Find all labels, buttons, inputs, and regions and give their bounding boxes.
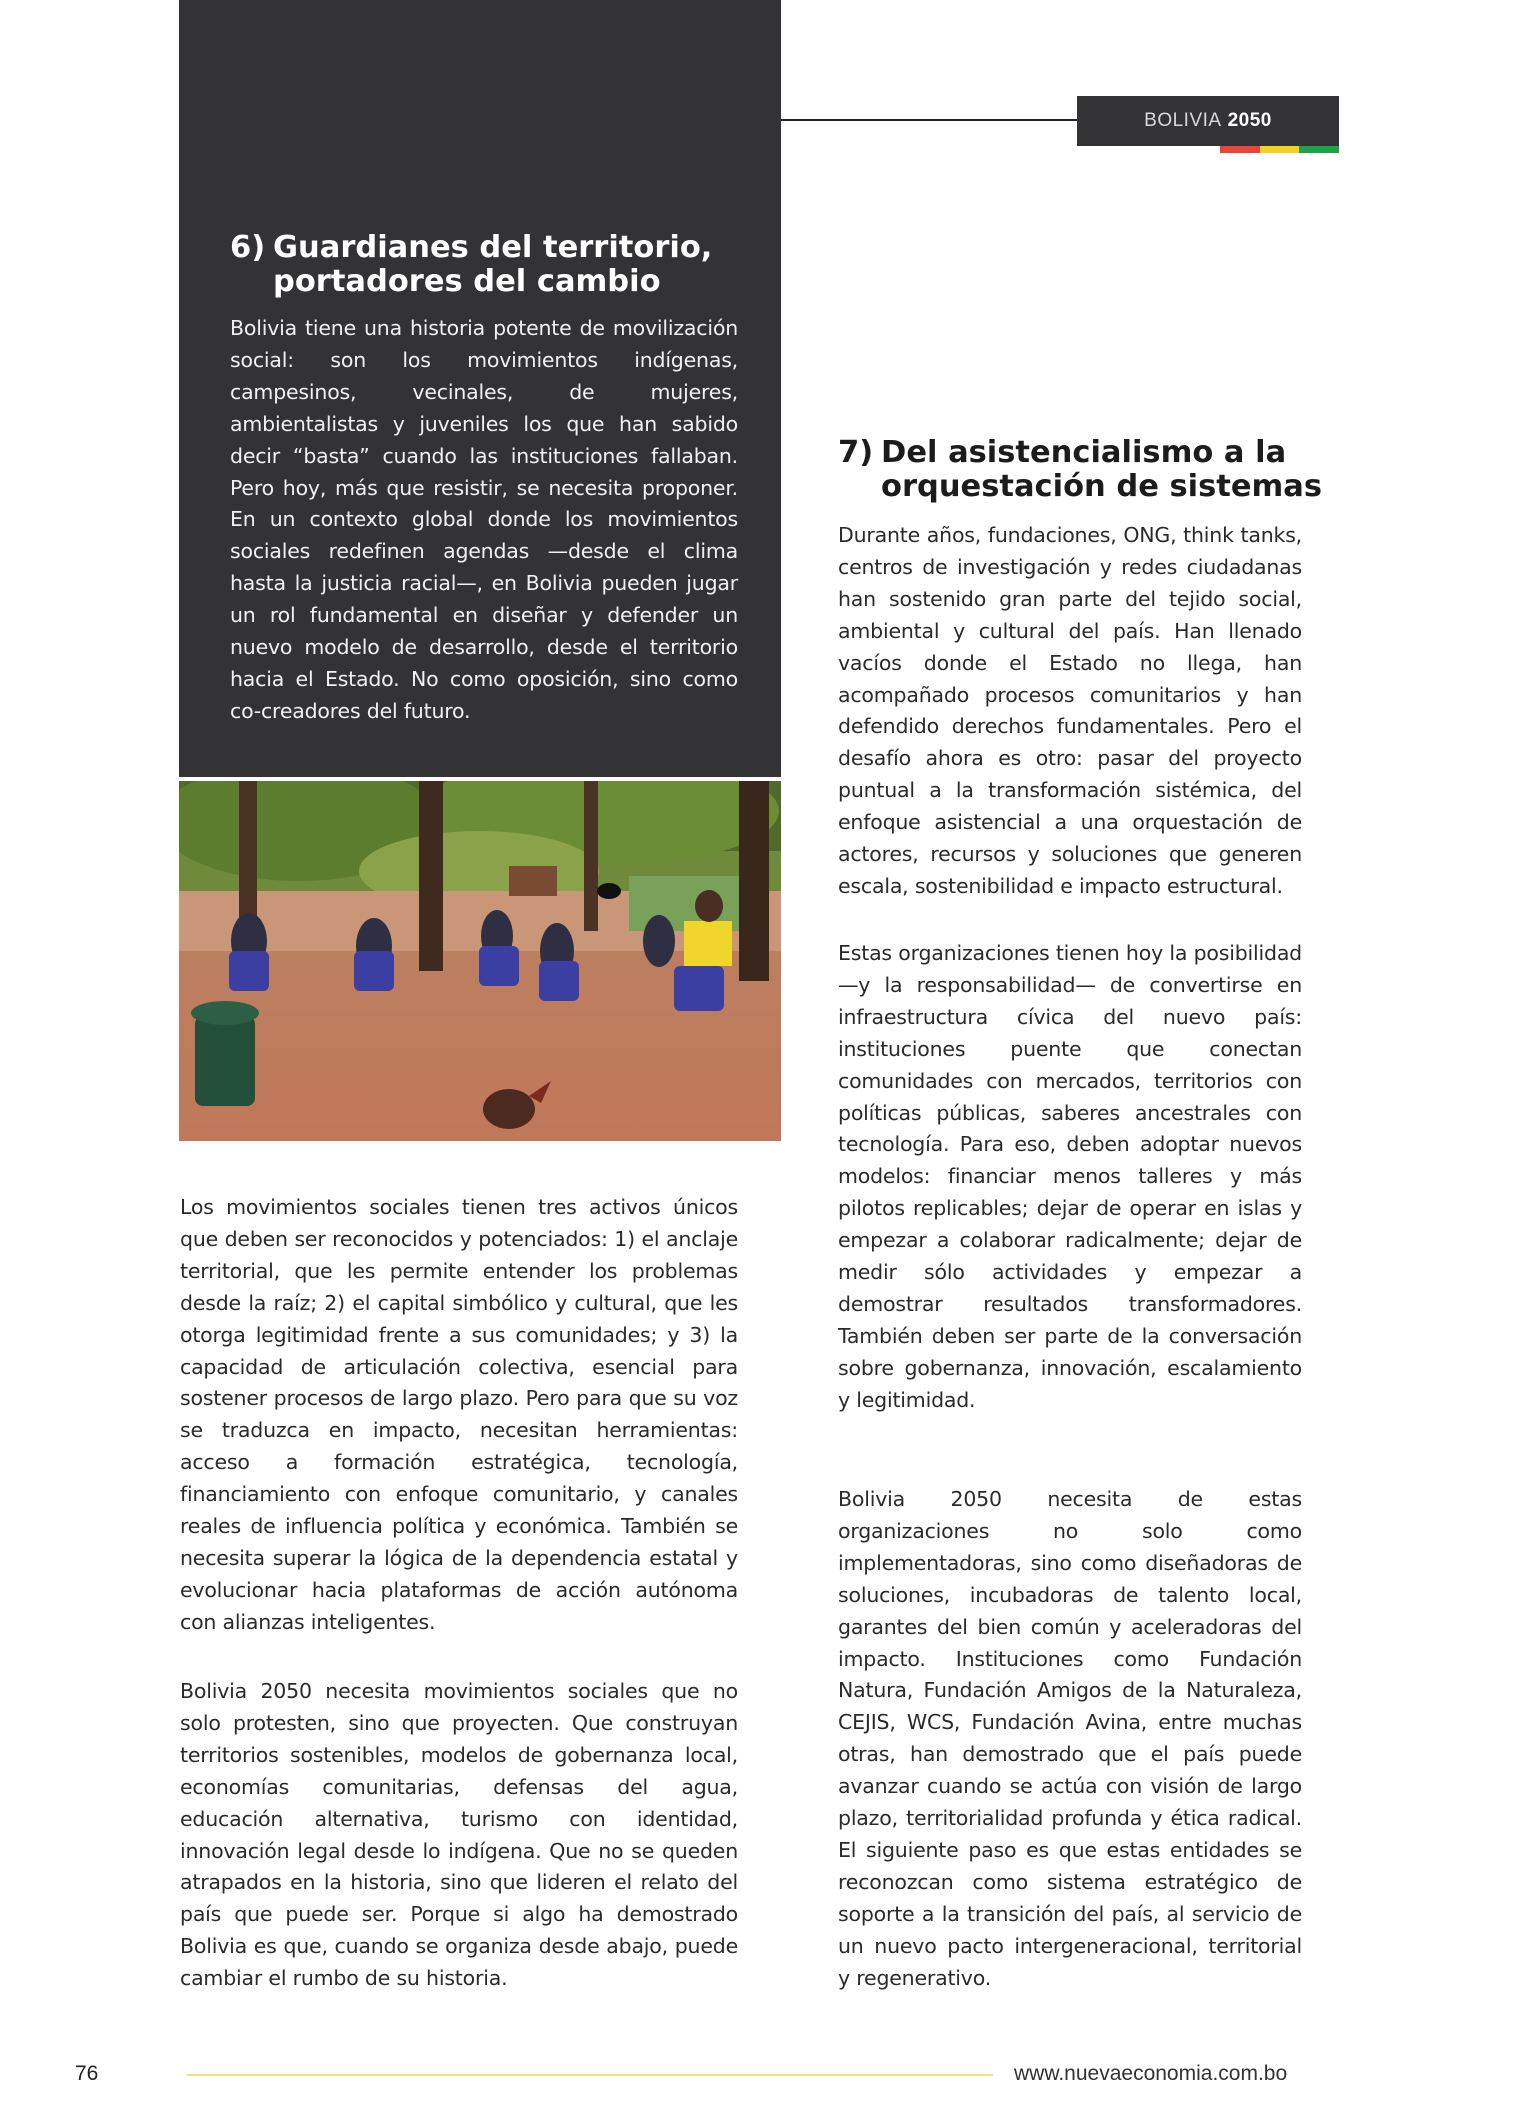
section6-heading — [230, 231, 712, 299]
brand-name: BOLIVIA — [1144, 110, 1222, 131]
section7-paragraph2: Estas organizaciones tienen hoy la posibilidad —y la responsabilidad— de convertirse en infraestructura cívica del nuevo país: instituciones puente que conectan comunidades con mercados, territorios con políticas públicas, saberes ancestrales con tecnología. Para eso, deben adoptar nuevos modelos: financiar menos talleres y más pilotos replicables; dejar de operar en islas y empezar a colaborar radicalmente; dejar de medir sólo actividades y empezar a demostrar resultados transformadores. También deben ser parte de la conversación sobre gobernanza, innovación, escalamiento y legitimidad. — [838, 941, 1302, 1412]
section6-number: 6) — [230, 230, 266, 265]
section7-number: 7) — [838, 435, 874, 470]
community-meeting-photo — [179, 781, 781, 1141]
brand-year: 2050 — [1227, 110, 1272, 131]
section6-title-line1: Guardianes del territorio, — [273, 230, 713, 265]
section7-paragraph1: Durante años, fundaciones, ONG, think tanks, centros de investigación y redes ciudadanas han sostenido gran parte del tejido social, ambiental y cultural del país. Han llenado vacíos donde el Estado no llega, han acompañado procesos comunitarios y han defendido derechos fundamentales. Pero el desafío ahora es otro: pasar del proyecto puntual a la transformación sistémica, del enfoque asistencial a una orquestación de actores, recursos y soluciones que generen escala, sostenibilidad e impacto estructural. — [838, 523, 1302, 898]
section6-intro: Bolivia tiene una historia potente de movilización social: son los movimientos indígenas, campesinos, vecinales, de mujeres, ambientalistas y juveniles los que han sabido decir “basta” cuando las instituciones fallaban. Pero hoy, más que resistir, se necesita proponer. En un contexto global donde los movimientos sociales redefinen agendas —desde el clima hasta la justicia racial—, en Bolivia pueden jugar un rol fundamental en diseñar y defender un nuevo modelo de desarrollo, desde el territorio hacia el Estado. No como oposición, sino como co-creadores del futuro. — [230, 316, 738, 723]
footer-rule — [187, 2074, 993, 2076]
header-rule — [781, 119, 1077, 121]
section7-title-line2: orquestación de sistemas — [881, 469, 1323, 504]
section7-title-line1: Del asistencialismo a la — [881, 435, 1287, 470]
section6-title-line2: portadores del cambio — [273, 264, 661, 299]
section7-paragraph3: Bolivia 2050 necesita de estas organizaciones no solo como implementadoras, sino como diseñadoras de soluciones, incubadoras de talento local, garantes del bien común y aceleradoras del impacto. Instituciones como Fundación Natura, Fundación Amigos de la Naturaleza, CEJIS, WCS, Fundación Avina, entre muchas otras, han demostrado que el país puede avanzar cuando se actúa con visión de largo plazo, territorialidad profunda y ética radical. El siguiente paso es que estas entidades se reconozcan como sistema estratégico de soporte a la transición del país, al servicio de un nuevo pacto intergeneracional, territorial y regenerativo. — [838, 1487, 1302, 1990]
brand-tab — [1077, 96, 1339, 146]
section7-heading — [838, 436, 1322, 504]
website-link[interactable]: www.nuevaeconomia.com.bo — [1014, 2062, 1288, 2085]
flag-stripe-green — [1299, 146, 1339, 153]
page-number: 76 — [75, 2062, 99, 2085]
flag-stripe-yellow — [1260, 146, 1299, 153]
flag-stripe-red — [1220, 146, 1260, 153]
section6-paragraph1: Los movimientos sociales tienen tres activos únicos que deben ser reconocidos y potenciados: 1) el anclaje territorial, que les permite entender los problemas desde la raíz; 2) el capital simbólico y cultural, que les otorga legitimidad frente a sus comunidades; y 3) la capacidad de articulación colectiva, esencial para sostener procesos de largo plazo. Pero para que su voz se traduzca en impacto, necesitan herramientas: acceso a formación estratégica, tecnología, financiamiento con enfoque comunitario, y canales reales de influencia política y económica. También se necesita superar la lógica de la dependencia estatal y evolucionar hacia plataformas de acción autónoma con alianzas inteligentes. — [180, 1195, 738, 1634]
section6-paragraph2: Bolivia 2050 necesita movimientos sociales que no solo protesten, sino que proyecten. Que construyan territorios sostenibles, modelos de gobernanza local, economías comunitarias, defensas del agua, educación alternativa, turismo con identidad, innovación legal desde lo indígena. Que no se queden atrapados en la historia, sino que lideren el relato del país que puede ser. Porque si algo ha demostrado Bolivia es que, cuando se organiza desde abajo, puede cambiar el rumbo de su historia. — [180, 1679, 738, 1991]
